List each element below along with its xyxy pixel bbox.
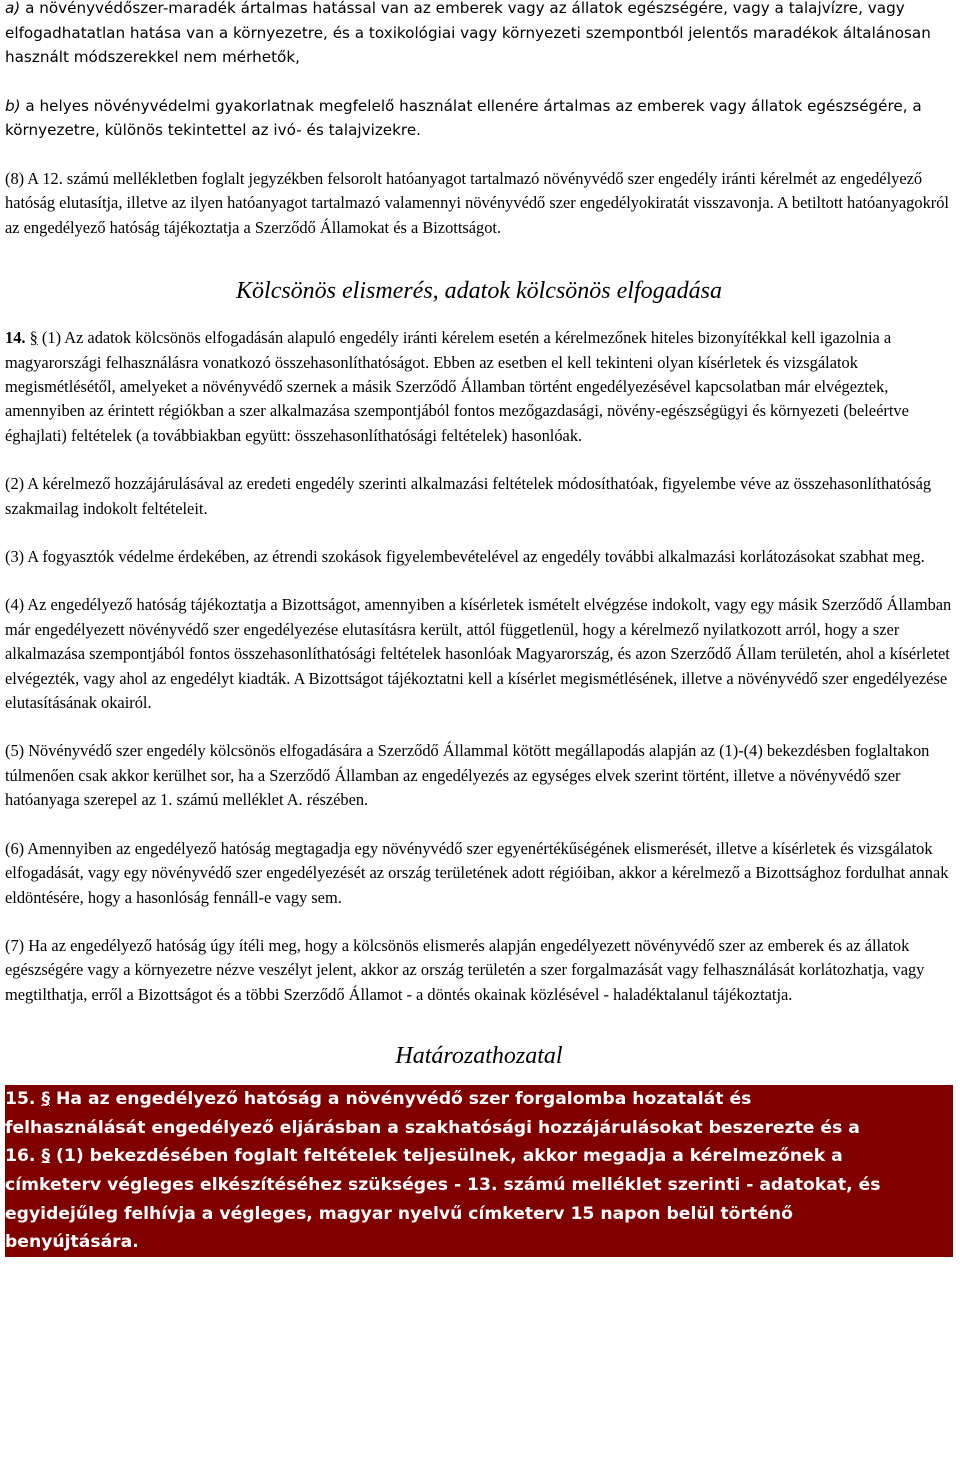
section-14-paragraph-6: (6) Amennyiben az engedélyező hatóság megtagadja egy növényvédő szer egyenértékűségének elismerését, illetve a kísérletek és vizsgálatok elfogadását, vagy egy növényvédő szer engedélyezését az ország területének adott régióiban, akkor a kérelmező a Bizottsághoz fordulhat annak eldöntésére, hogy a hasonlóság fennáll-e vagy sem. [5, 838, 949, 907]
paragraph-a-text: a növényvédőszer-maradék ártalmas hatással van az emberek vagy az állatok egészségére, vagy a talajvízre, vagy elfogadhatatlan hatása van a környezetre, és a toxikológiai vagy környezeti szempontból jelentős maradékok általánosan használt módszerekkel nem mérhetők, [5, 0, 931, 67]
section-sign-link[interactable]: § [41, 1089, 51, 1110]
section-15-line-5: egyidejűleg felhívja a végleges, magyar nyelvű címketerv 15 napon belül történő [5, 1203, 793, 1224]
section-15-line-2: felhasználását engedélyező eljárásban a szakhatósági hozzájárulásokat beszerezte és a [5, 1117, 860, 1138]
section-15-line-3: 16. § (1) bekezdésében foglalt feltételek teljesülnek, akkor megadja a kérelmezőnek a [5, 1146, 843, 1167]
paragraph-a [5, 0, 953, 70]
section-sign-link[interactable]: § [41, 1146, 51, 1167]
item-label-b: b) [5, 96, 21, 115]
section-14-paragraph-2: (2) A kérelmező hozzájárulásával az eredeti engedély szerinti alkalmazási feltételek módosíthatóak, figyelembe véve az összehasonlíthatóság szakmailag indokolt feltételeit. [5, 474, 932, 518]
section-14-number: 14. [5, 328, 26, 348]
paragraph-8: (8) A 12. számú mellékletben foglalt jegyzékben felsorolt hatóanyagot tartalmazó növényvédő szer engedély iránti kérelmét az engedélyező hatóság elutasítja, illetve az ilyen hatóanyagot tartalmazó valamennyi növényvédő szer engedélyokiratát visszavonja. A betiltott hatóanyagokról az engedélyező hatóság tájékoztatja a Szerződő Államokat és a Bizottságot. [5, 168, 949, 237]
section-14-paragraph-1 [5, 326, 953, 448]
section-14-paragraph-4: (4) Az engedélyező hatóság tájékoztatja a Bizottságot, amennyiben a kísérletek ismételt elvégzése indokolt, vagy egy másik Szerződő Államban már engedélyezett növényvédő szer engedélyezése elutasításra került, attól függetlenül, hogy a kérelmező nyilatkozott arról, hogy a szer alkalmazása szempontjából fontos összehasonlíthatósági feltételek hasonlóak Magyarország, és azon Szerződő Állam területén, ahol a kísérletet elvégezték, vagy ahol az engedélyt kiadták. A Bizottságot tájékoztatni kell a kísérlet megismétlésének, illetve a növényvédő szer engedélyezése elutasításának okairól. [5, 595, 952, 713]
section-sign-link[interactable]: § [29, 328, 38, 348]
section-15-line-1: 15. § Ha az engedélyező hatóság a növényvédő szer forgalomba hozatalát és [5, 1089, 752, 1110]
section-14-paragraph-3: (3) A fogyasztók védelme érdekében, az étrendi szokások figyelembevételével az engedély további alkalmazási korlátozásokat szabhat meg. [5, 547, 925, 567]
section-14-paragraph-5: (5) Növényvédő szer engedély kölcsönös elfogadására a Szerződő Állammal kötött megállapodás alapján az (1)-(4) bekezdésben foglaltakon túlmenően csak akkor kerülhet sor, ha a Szerződő Államban az engedélyezés az egységes elvek szerint történt, illetve a növényvédő szer hatóanyaga szerepel az 1. számú melléklet A. részében. [5, 741, 930, 810]
paragraph-b-text: a helyes növényvédelmi gyakorlatnak megfelelő használat ellenére ártalmas az emberek vagy állatok egészségére, a környezetre, különös tekintettel az ivó- és talajvizekre. [5, 96, 922, 140]
section-15-line-4: címketerv végleges elkészítéséhez szükséges - 13. számú melléklet szerinti - adatokat, és [5, 1174, 881, 1195]
document-page [5, 0, 953, 1257]
paragraph-b [5, 94, 953, 143]
section-15-line-6: benyújtására. [5, 1232, 139, 1253]
item-label-a: a) [5, 0, 21, 17]
heading-mutual-recognition: Kölcsönös elismerés, adatok kölcsönös elfogadása [236, 278, 722, 305]
section-14-paragraph-7: (7) Ha az engedélyező hatóság úgy ítéli meg, hogy a kölcsönös elismerés alapján engedélyezett növényvédő szer az emberek és az állatok egészségére vagy a környezetre nézve veszélyt jelent, akkor az ország területén a szer forgalmazását vagy felhasználását korlátozhatja, vagy megtilthatja, erről a Bizottságot és a többi Szerződő Államot - a döntés okainak közlésével - haladéktalanul tájékoztatja. [5, 935, 925, 1004]
section-15-highlighted [5, 1085, 953, 1257]
section-14-p1-text: (1) Az adatok kölcsönös elfogadásán alapuló engedély iránti kérelem esetén a kérelmezőnek hiteles bizonyítékkal kell igazolnia a magyarországi felhasználásra vonatkozó összehasonlíthatóságot. Ebben az esetben el kell tekinteni olyan kísérletek és vizsgálatok megismétlésétől, amelyeket a növényvédő szernek a másik Szerződő Államban történt engedélyezésével kapcsolatban már elvégeztek, amennyiben az érintett régiókban a szer alkalmazása szempontjából fontos mezőgazdasági, növény-egészségügyi és környezeti (beleértve éghajlati) feltételek (a továbbiakban együtt: összehasonlíthatósági feltételek) hasonlóak. [5, 328, 909, 445]
heading-decision-making: Határozathozatal [395, 1043, 563, 1070]
